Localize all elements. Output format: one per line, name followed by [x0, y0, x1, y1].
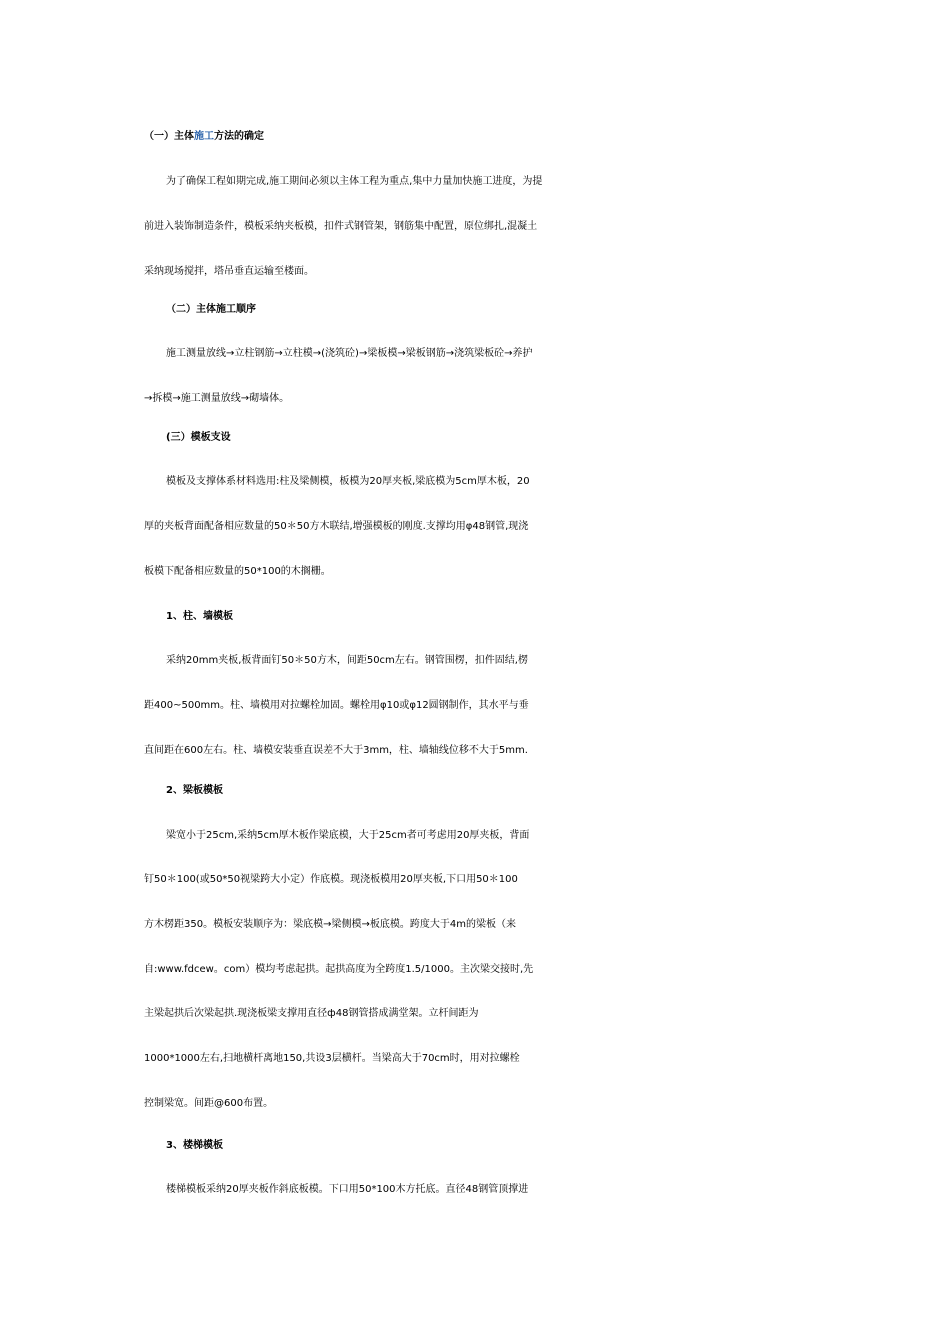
paragraph-line: 采纳现场搅拌，塔吊垂直运输至楼面。 [144, 266, 314, 277]
paragraph-line: 距400~500mm。柱、墙模用对拉螺栓加固。螺栓用φ10或φ12圆钢制作，其水平与垂 [144, 700, 529, 711]
subsection-heading-2: 2、梁板模板 [166, 785, 223, 796]
paragraph-line: 自:www.fdcew。com）模均考虑起拱。起拱高度为全跨度1.5/1000。主次梁交接时,先 [144, 964, 534, 975]
paragraph-line: 采纳20mm夹板,板背面钉50＊50方木，间距50cm左右。钢管围楞，扣件固结,楞 [166, 655, 528, 666]
paragraph-line: 施工测量放线→立柱钢筋→立柱模→(浇筑砼)→梁板模→梁板钢筋→浇筑梁板砼→养护 [166, 348, 533, 359]
construction-link[interactable]: 施工 [194, 131, 214, 142]
paragraph-line: 为了确保工程如期完成,施工期间必须以主体工程为重点,集中力量加快施工进度，为提 [166, 176, 543, 187]
heading-prefix: （一）主体 [144, 131, 194, 142]
section-heading-3: (三）模板支设 [166, 432, 231, 443]
paragraph-line: 板模下配备相应数量的50*100的木搁栅。 [144, 566, 331, 577]
paragraph-line: 楼梯模板采纳20厚夹板作斜底板模。下口用50*100木方托底。直径48钢管顶撑进 [166, 1184, 529, 1195]
paragraph-line: 梁宽小于25cm,采纳5cm厚木板作梁底模，大于25cm者可考虑用20厚夹板，背面 [166, 830, 530, 841]
paragraph-line: 前进入装饰制造条件，模板采纳夹板模，扣件式钢管架，钢筋集中配置，原位绑扎,混凝土 [144, 221, 538, 232]
paragraph-line: 直间距在600左右。柱、墙模安装垂直误差不大于3mm，柱、墙轴线位移不大于5mm. [144, 745, 528, 756]
subsection-heading-1: 1、柱、墙模板 [166, 611, 233, 622]
section-heading-1 [144, 127, 814, 147]
paragraph-line: 1000*1000左右,扫地横杆离地150,共设3层横杆。当梁高大于70cm时，用对拉螺栓 [144, 1053, 520, 1064]
paragraph-line: 控制梁宽。间距@600布置。 [144, 1098, 274, 1109]
paragraph-line: 厚的夹板背面配备相应数量的50＊50方木联结,增强模板的刚度.支撑均用φ48钢管,现浇 [144, 521, 529, 532]
paragraph-line: 钉50＊100(或50*50视梁跨大小定）作底模。现浇板模用20厚夹板,下口用50＊100 [144, 874, 518, 885]
paragraph-line: →拆模→施工测量放线→砌墙体。 [144, 393, 290, 404]
heading-suffix: 方法的确定 [214, 131, 264, 142]
subsection-heading-3: 3、楼梯模板 [166, 1140, 223, 1151]
paragraph-line: 模板及支撑体系材料选用:柱及梁侧模，板模为20厚夹板,梁底模为5cm厚木板，20 [166, 476, 530, 487]
paragraph-line: 主梁起拱后次梁起拱.现浇板梁支撑用直径ф48钢管搭成满堂架。立杆间距为 [144, 1008, 479, 1019]
section-heading-2: （二）主体施工顺序 [166, 304, 256, 315]
paragraph-line: 方木楞距350。模板安装顺序为：梁底模→梁侧模→板底模。跨度大于4m的梁板（来 [144, 919, 516, 930]
